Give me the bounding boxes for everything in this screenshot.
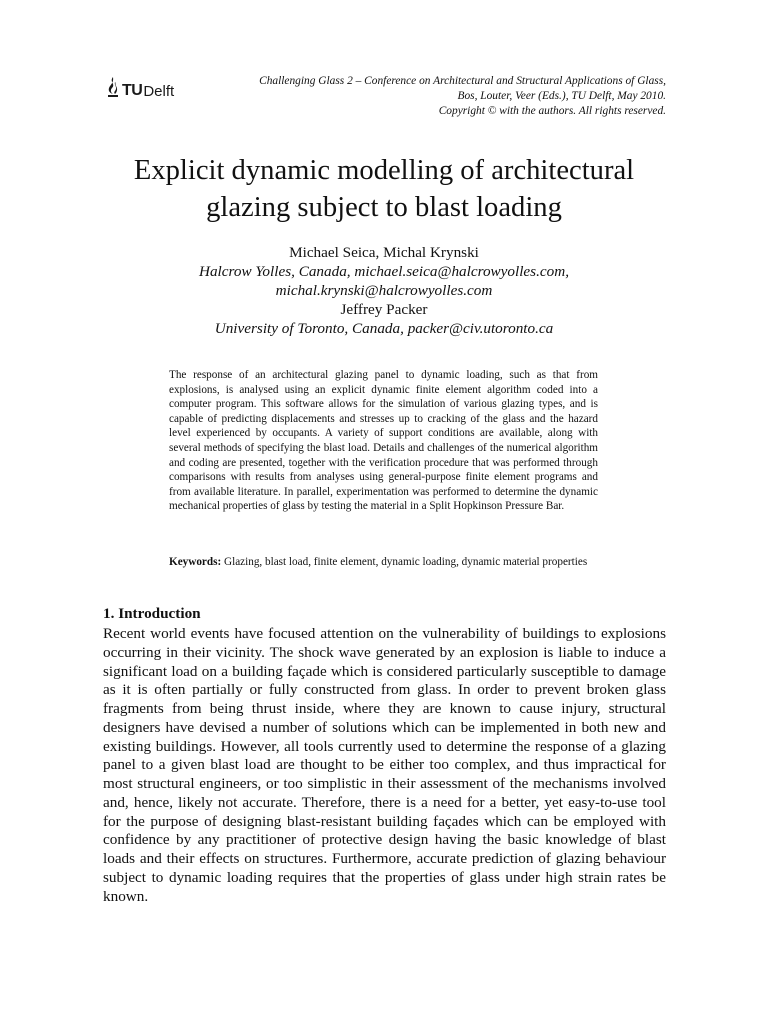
affiliation-1-line-1: Halcrow Yolles, Canada, michael.seica@halcrowyolles.com,: [198, 263, 569, 280]
logo-tu-text: TU: [122, 82, 143, 99]
paper-title: [0, 152, 768, 226]
flame-icon: [106, 76, 120, 98]
author-block: [0, 243, 768, 338]
conference-line-1: Challenging Glass 2 – Conference on Architectural and Structural Applications of Glass,: [259, 75, 666, 87]
keywords: [169, 555, 598, 570]
section-heading-introduction: 1. Introduction: [103, 605, 201, 622]
conference-line-2: Bos, Louter, Veer (Eds.), TU Delft, May 2010.: [457, 90, 666, 102]
affiliation-1-line-2: michal.krynski@halcrowyolles.com: [275, 282, 493, 299]
keywords-text: Glazing, blast load, finite element, dynamic loading, dynamic material properties: [221, 556, 588, 568]
author-names-2: Jeffrey Packer: [340, 301, 428, 318]
author-names-1: Michael Seica, Michal Krynski: [289, 244, 479, 261]
introduction-paragraph: Recent world events have focused attention on the vulnerability of buildings to explosions occurring in their vicinity. The shock wave generated by an explosion is liable to induce a significant load on a building façade which is considered particularly susceptible to damage as it is often partially or fully constructed from glass. In order to prevent broken glass fragments from being thrust inside, where they are known to cause injury, structural designers have devised a number of solutions which can be implemented in both new and existing buildings. However, all tools currently used to determine the response of a glazing panel to a given blast load are thought to be either too complex, and thus impractical for most structural engineers, or too simplistic in their assessment of the mechanisms involved and, hence, likely not accurate. Therefore, there is a need for a better, yet easy-to-use tool for the purpose of designing blast-resistant building façades which can be employed with confidence by any practitioner of protective design having the basic knowledge of blast loads and their effects on structures. Furthermore, accurate prediction of glazing behaviour subject to dynamic loading requires that the properties of glass under high strain rates be known.: [103, 625, 666, 905]
abstract: The response of an architectural glazing panel to dynamic loading, such as that from explosions, is analysed using an explicit dynamic finite element algorithm coded into a computer program. This software allows for the simulation of various glazing types, and is capable of predicting displacements and stresses up to cracking of the glass and the hazard level experienced by occupants. A variety of support conditions are available, along with several methods of specifying the blast load. Details and challenges of the numerical algorithm and coding are presented, together with the verification procedure that was performed through comparisons with results from analyses using general-purpose finite element programs and from available literature. In parallel, experimentation was performed to determine the dynamic mechanical properties of glass by testing the material in a Split Hopkinson Pressure Bar.: [169, 369, 598, 513]
conference-reference: [259, 74, 666, 119]
copyright-line: Copyright © with the authors. All rights reserved.: [438, 105, 666, 117]
title-line-1: Explicit dynamic modelling of architectural: [133, 155, 635, 186]
affiliation-2: University of Toronto, Canada, packer@civ.utoronto.ca: [214, 320, 554, 337]
logo-delft-text: Delft: [143, 83, 175, 100]
keywords-label: Keywords:: [169, 556, 222, 568]
tudelft-logo: [106, 76, 174, 99]
title-line-2: glazing subject to blast loading: [206, 192, 562, 223]
